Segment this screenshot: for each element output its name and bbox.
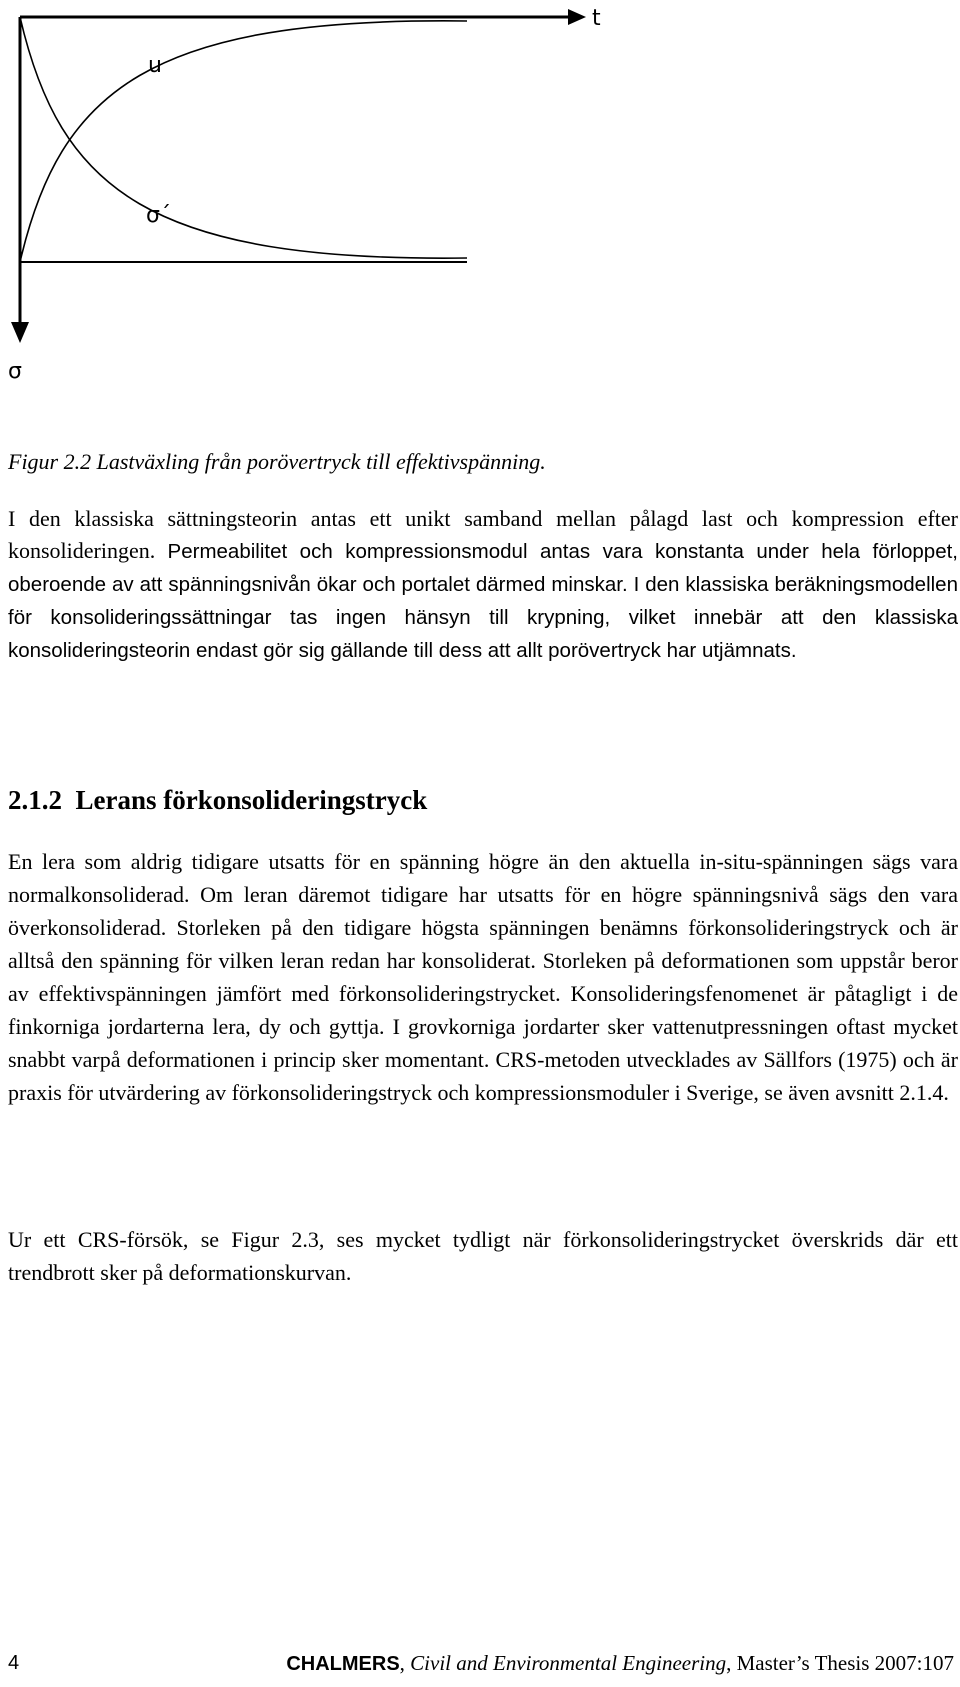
- footer-separator: ,: [399, 1651, 411, 1675]
- paragraph-classical-theory-intro: I den klassiska sättningsteorin antas ett unikt samband mellan pålagd last och kompression efter konsolideringen.: [8, 506, 958, 563]
- pore-pressure-label: u: [148, 53, 162, 78]
- footer-department: Civil and Environmental Engineering: [410, 1651, 727, 1675]
- time-axis-arrow: [568, 9, 586, 25]
- section-number: 2.1.2: [8, 785, 62, 815]
- paragraph-crs-test: Ur ett CRS-försök, se Figur 2.3, ses mycket tydligt när förkonsolideringstrycket överskrids där ett trendbrott sker på deformationskurvan.: [8, 1227, 958, 1285]
- time-axis-label: t: [592, 6, 601, 31]
- paragraph-classical-theory-body: Permeabilitet och kompressionsmodul antas vara konstanta under hela förloppet, oberoende av att spänningsnivån ökar och portalet därmed minskar. I den klassiska beräkningsmodellen för konsolideringssättningar tas ingen hänsyn till krypning, vilket innebär att den klassiska konsolideringsteorin endast gör sig gällande till dess att allt porövertryck har utjämnats.: [8, 540, 958, 662]
- consolidation-figure: [0, 0, 680, 420]
- page-footer: [286, 1649, 954, 1678]
- paragraph-preconsolidation: En lera som aldrig tidigare utsatts för en spänning högre än den aktuella in-situ-spänningen sägs vara normalkonsoliderad. Om leran däremot tidigare har utsatts för en högre spänningsnivå sägs den vara överkonsoliderad. Storleken på den tidigare högsta spänningen benämns förkonsolideringstryck och är alltså den spänning för vilken leran redan har konsoliderat. Storleken på deformationen som uppstår beror av effektivspänningen jämfört med förkonsolideringstrycket. Konsolideringsfenomenet är påtagligt i de finkorniga jordarterna lera, dy och gyttja. I grovkorniga jordarter sker vattenutpressningen oftast mycket snabbt varpå deformationen i princip sker momentant. CRS-metoden utvecklades av Sällfors (1975) och är praxis för utvärdering av förkonsolideringstryck och kompressionsmoduler i Sverige, se även avsnitt 2.1.4.: [8, 849, 958, 1105]
- figure-caption: Figur 2.2 Lastväxling från porövertryck till effektivspänning.: [8, 449, 546, 474]
- consolidation-diagram: [0, 0, 680, 420]
- section-heading: [8, 782, 427, 818]
- footer-brand: CHALMERS: [286, 1653, 400, 1675]
- footer-thesis: , Master’s Thesis 2007:107: [726, 1651, 954, 1675]
- effective-stress-label: σ´: [146, 203, 171, 228]
- section-title: Lerans förkonsolideringstryck: [75, 785, 428, 815]
- stress-axis-arrow: [11, 322, 29, 343]
- page-number: 4: [8, 1652, 20, 1674]
- stress-axis-label: σ: [8, 359, 22, 384]
- paragraph-classical-theory: [8, 503, 958, 667]
- effective-stress-curve: [20, 21, 467, 262]
- pore-pressure-curve: [20, 17, 467, 258]
